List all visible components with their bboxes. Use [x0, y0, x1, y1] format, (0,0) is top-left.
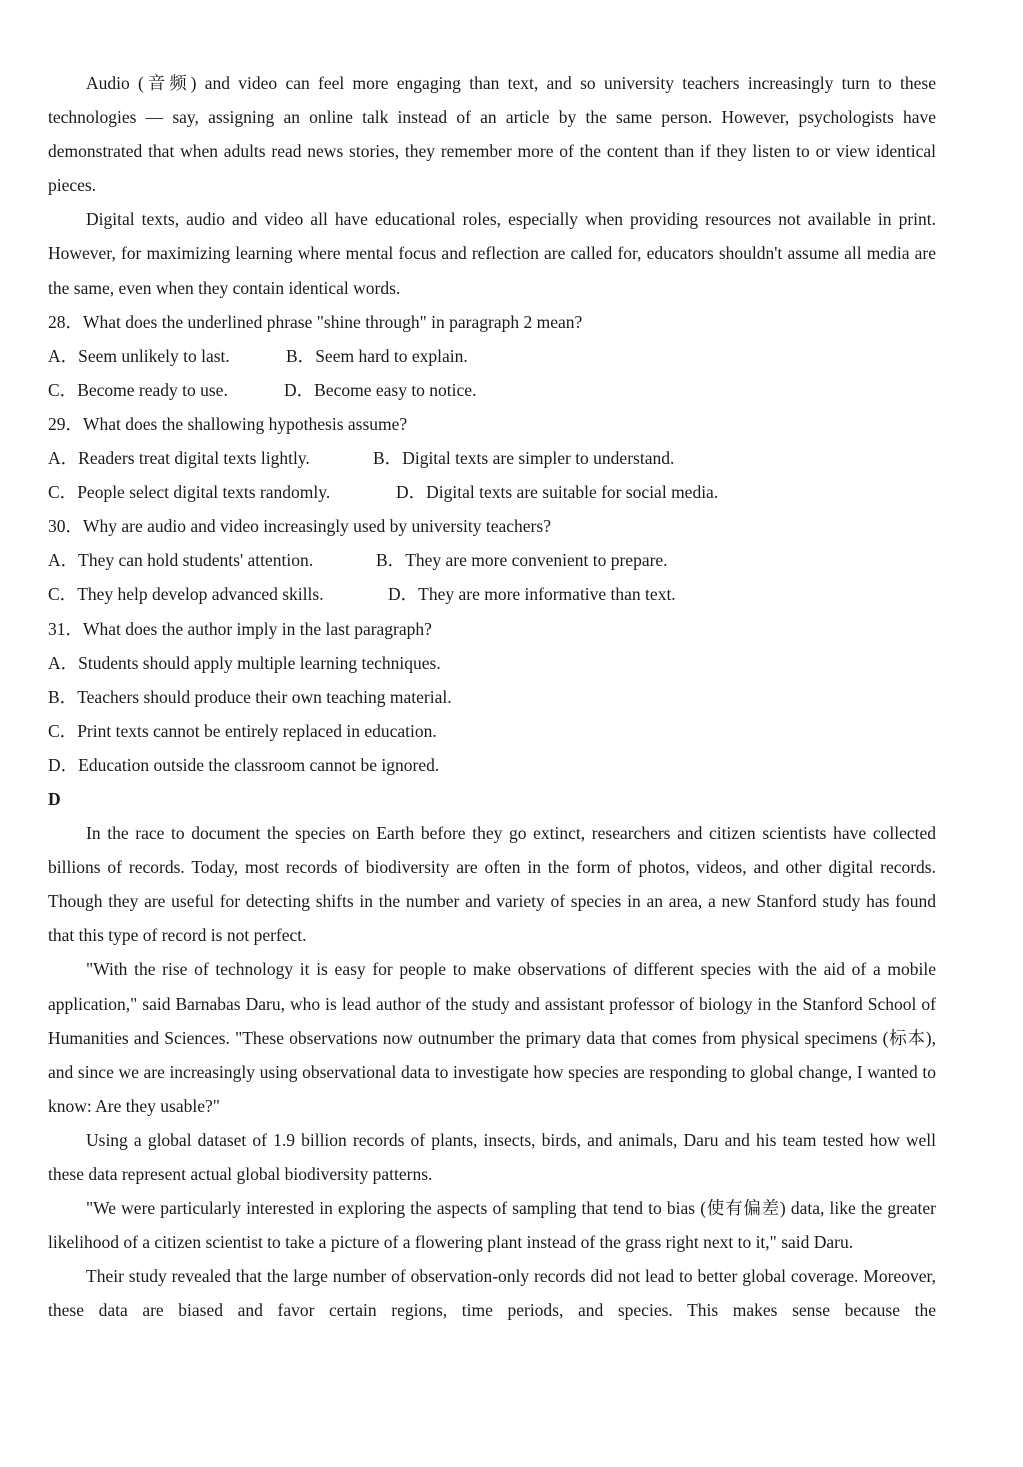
question-text: What does the shallowing hypothesis assume? [83, 413, 408, 434]
option-text: Seem hard to explain. [315, 345, 468, 366]
option-letter: A． [48, 550, 79, 571]
question-text: Why are audio and video increasingly used by university teachers? [83, 516, 551, 537]
option-row [48, 646, 936, 680]
option-letter: A． [48, 652, 79, 673]
question-text: What does the author imply in the last paragraph? [83, 618, 432, 639]
option-text: They can hold students' attention. [78, 550, 314, 571]
passage-c-paragraph: Audio (音频) and video can feel more engaging than text, and so university teachers increasingly turn to these technologies — say, assigning an online talk instead of an article by the same person. However, psychologists have demonstrated that when adults read news stories, they remember more of the content than if they listen to or view identical pieces. [48, 73, 936, 196]
option-text: Education outside the classroom cannot be ignored. [78, 754, 440, 775]
passage-c-paragraph: Digital texts, audio and video all have educational roles, especially when providing resources not available in print. However, for maximizing learning where mental focus and reflection are called for, educators shouldn't assume all media are the same, even when they contain identical words. [48, 209, 936, 298]
option-a [48, 543, 376, 577]
option-text: They are more convenient to prepare. [405, 550, 668, 571]
passage-d-paragraph: Their study revealed that the large number of observation-only records did not lead to better global coverage. Moreover, these data are biased and favor certain regions, time periods, and species. This makes sense because the [48, 1266, 936, 1321]
option-row [48, 475, 936, 509]
option-letter: A． [48, 345, 79, 366]
option-d [396, 475, 718, 509]
section-heading: D [48, 788, 61, 809]
option-letter: B． [376, 550, 406, 571]
option-row [48, 543, 936, 577]
option-letter: C． [48, 379, 78, 400]
option-d [284, 373, 476, 407]
option-text: Digital texts are suitable for social media. [426, 482, 719, 503]
option-a [48, 339, 286, 373]
option-row [48, 441, 936, 475]
option-c [48, 373, 284, 407]
exam-page [48, 66, 936, 1327]
option-text: They help develop advanced skills. [77, 584, 324, 605]
option-letter: A． [48, 448, 79, 469]
option-letter: C． [48, 584, 78, 605]
question-stem [48, 612, 936, 646]
passage-d-paragraph: Using a global dataset of 1.9 billion records of plants, insects, birds, and animals, Daru and his team tested how well these data represent actual global biodiversity patterns. [48, 1129, 936, 1184]
option-letter: C． [48, 720, 78, 741]
question-stem [48, 407, 936, 441]
option-letter: D． [388, 584, 419, 605]
question-stem [48, 305, 936, 339]
option-d [48, 748, 439, 782]
option-letter: B． [286, 345, 316, 366]
option-b [373, 441, 674, 475]
option-text: Readers treat digital texts lightly. [78, 448, 310, 469]
option-text: Digital texts are simpler to understand. [402, 448, 675, 469]
option-text: Print texts cannot be entirely replaced in education. [77, 720, 437, 741]
question-number: 31． [48, 618, 83, 639]
option-letter: D． [284, 379, 315, 400]
option-b [376, 543, 668, 577]
option-text: Students should apply multiple learning techniques. [78, 652, 441, 673]
option-row [48, 748, 936, 782]
option-letter: B． [373, 448, 403, 469]
option-row [48, 373, 936, 407]
option-text: Teachers should produce their own teaching material. [77, 686, 452, 707]
question-stem [48, 509, 936, 543]
option-c [48, 714, 437, 748]
passage-d-paragraph: "We were particularly interested in exploring the aspects of sampling that tend to bias (使有偏差) data, like the greater likelihood of a citizen scientist to take a picture of a flowering plant instead of the grass right next to it," said Daru. [48, 1198, 936, 1253]
option-row [48, 577, 936, 611]
option-c [48, 577, 388, 611]
option-letter: D． [396, 482, 427, 503]
option-letter: C． [48, 482, 78, 503]
option-text: Become easy to notice. [314, 379, 477, 400]
option-text: People select digital texts randomly. [77, 482, 331, 503]
option-text: Become ready to use. [77, 379, 228, 400]
option-a [48, 441, 373, 475]
question-number: 28． [48, 311, 83, 332]
option-text: Seem unlikely to last. [78, 345, 230, 366]
option-c [48, 475, 396, 509]
option-row [48, 714, 936, 748]
option-a [48, 646, 441, 680]
question-number: 29． [48, 413, 83, 434]
passage-d-paragraph: "With the rise of technology it is easy for people to make observations of different species with the aid of a mobile application," said Barnabas Daru, who is lead author of the study and assistant professor of biology in the Stanford School of Humanities and Sciences. "These observations now outnumber the primary data that comes from physical specimens (标本), and since we are increasingly using observational data to investigate how species are responding to global change, I wanted to know: Are they usable?" [48, 959, 936, 1116]
question-number: 30． [48, 516, 83, 537]
option-d [388, 577, 676, 611]
question-text: What does the underlined phrase "shine through" in paragraph 2 mean? [83, 311, 583, 332]
option-row [48, 339, 936, 373]
option-text: They are more informative than text. [418, 584, 676, 605]
option-letter: D． [48, 754, 79, 775]
option-row [48, 680, 936, 714]
passage-d-paragraph: In the race to document the species on Earth before they go extinct, researchers and citizen scientists have collected billions of records. Today, most records of biodiversity are often in the form of photos, videos, and other digital records. Though they are useful for detecting shifts in the number and variety of species in an area, a new Stanford study has found that this type of record is not perfect. [48, 823, 936, 946]
option-b [48, 680, 452, 714]
option-letter: B． [48, 686, 78, 707]
option-b [286, 339, 468, 373]
